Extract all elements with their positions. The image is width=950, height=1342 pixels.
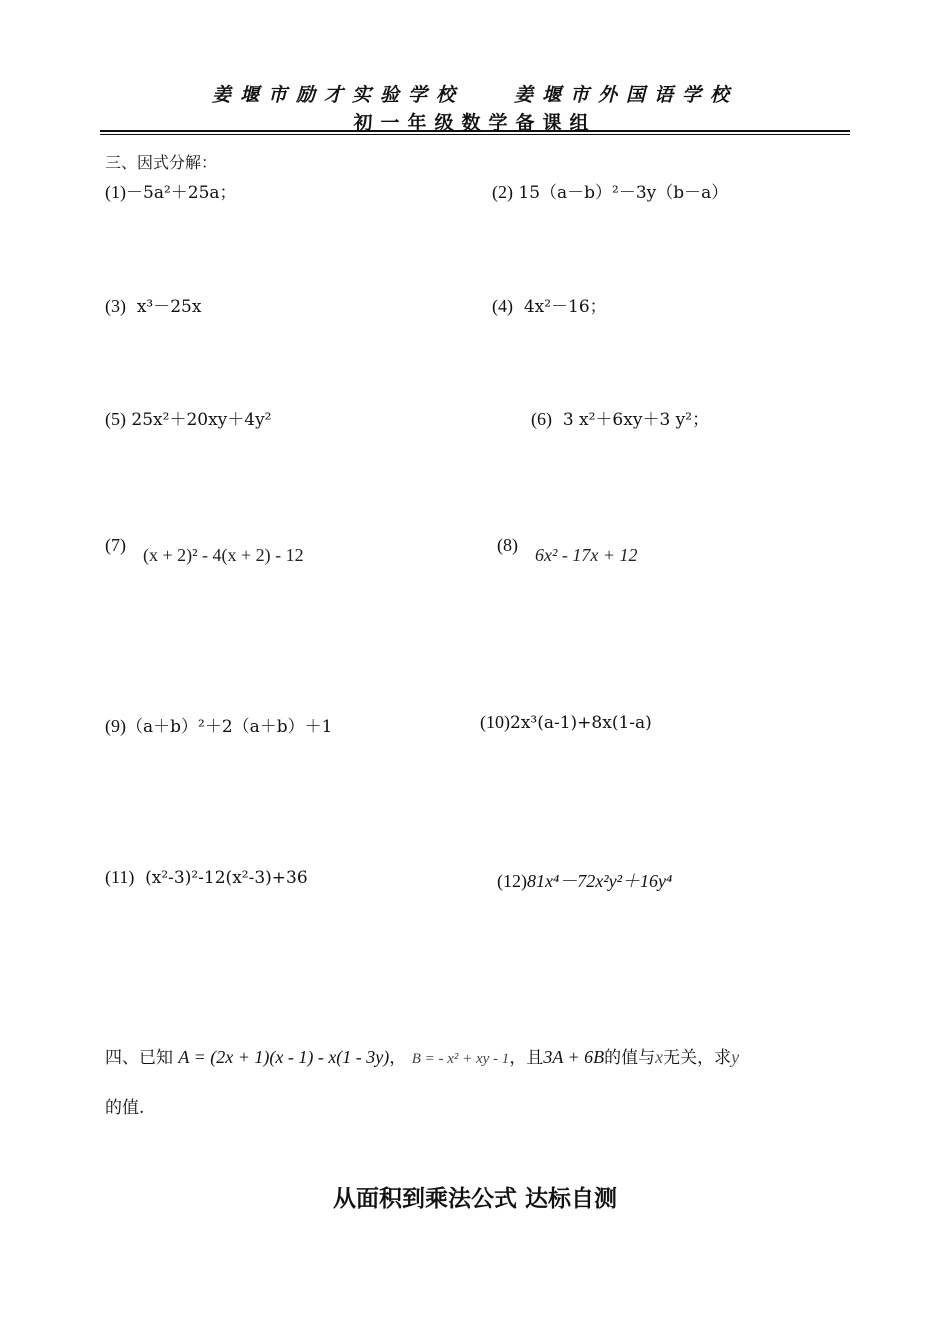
header-rule-thin	[100, 134, 850, 135]
problem-number: (6)	[531, 409, 552, 429]
q4-var-x: x	[655, 1047, 664, 1067]
problem-number: (10)	[480, 712, 510, 732]
problem-expression: 15（a－b）²－3y（b－a）	[518, 183, 729, 203]
q4-var-y: y	[731, 1047, 740, 1067]
q4-text2: 的值与	[604, 1048, 656, 1068]
problem-3	[105, 292, 201, 317]
school-name-1: 姜堰市励才实验学校	[211, 84, 464, 106]
q4-sep: ，	[389, 1048, 407, 1068]
q4-expr-c: 3A + 6B	[543, 1047, 605, 1067]
problem-expression: 25x²＋20xy＋4y²	[131, 410, 272, 430]
q4-mid: ，且	[509, 1048, 544, 1068]
problem-number: (5)	[105, 409, 126, 429]
problem-expression: (x²-3)²-12(x²-3)+36	[145, 868, 308, 888]
problem-expression: x³－25x	[136, 297, 202, 317]
problem-number: (1)	[105, 182, 126, 202]
problem-1	[105, 178, 237, 203]
problem-4	[492, 292, 607, 317]
q4-text3: 无关，求	[663, 1048, 732, 1068]
problem-number: (3)	[105, 296, 126, 316]
problem-10	[480, 712, 652, 733]
problem-number: (11)	[105, 867, 135, 887]
problem-expression: 81x⁴－72x²y²＋16y⁴	[527, 871, 673, 891]
q4-expr-b: B = - x² + xy - 1	[411, 1051, 510, 1067]
school-name-2: 姜堰市外国语学校	[514, 84, 739, 106]
problem-number: (4)	[492, 296, 513, 316]
section-4-question	[105, 1045, 739, 1071]
problem-number: (2)	[492, 182, 513, 202]
problem-8-number	[497, 535, 518, 556]
problem-number: (7)	[105, 535, 126, 555]
q4-prefix: 四、已知	[105, 1048, 173, 1068]
section-4-line2: 的值.	[105, 1098, 145, 1118]
footer-title: 从面积到乘法公式 达标自测	[332, 1186, 617, 1212]
problem-number: (9)	[105, 716, 126, 736]
problem-7-expression: (x + 2)² - 4(x + 2) - 12	[143, 545, 304, 565]
header-subtitle: 初一年级数学备课组	[353, 112, 597, 134]
problem-9	[105, 712, 332, 737]
header-rule-thick	[100, 130, 850, 132]
q4-expr-a: A = (2x + 1)(x - 1) - x(1 - 3y)	[178, 1047, 390, 1067]
problem-7-number	[105, 535, 126, 556]
problem-number: (8)	[497, 535, 518, 555]
problem-11	[105, 867, 308, 888]
problem-expression: （a＋b）²＋2（a＋b）＋1	[126, 717, 333, 737]
problem-number: (12)	[497, 871, 527, 891]
problem-expression: 4x²－16；	[523, 297, 607, 317]
problem-expression: 3 x²＋6xy＋3 y²；	[562, 410, 710, 430]
problem-expression: －5a²＋25a；	[126, 183, 237, 203]
problem-2	[492, 178, 728, 203]
section-3-title: 三、因式分解：	[105, 153, 218, 172]
problem-6	[531, 405, 709, 430]
problem-expression: 2x³(a-1)+8x(1-a)	[510, 713, 652, 733]
problem-5	[105, 405, 272, 430]
header-schools	[0, 80, 950, 107]
problem-12	[497, 867, 672, 893]
problem-8-expression: 6x² - 17x + 12	[535, 545, 638, 565]
